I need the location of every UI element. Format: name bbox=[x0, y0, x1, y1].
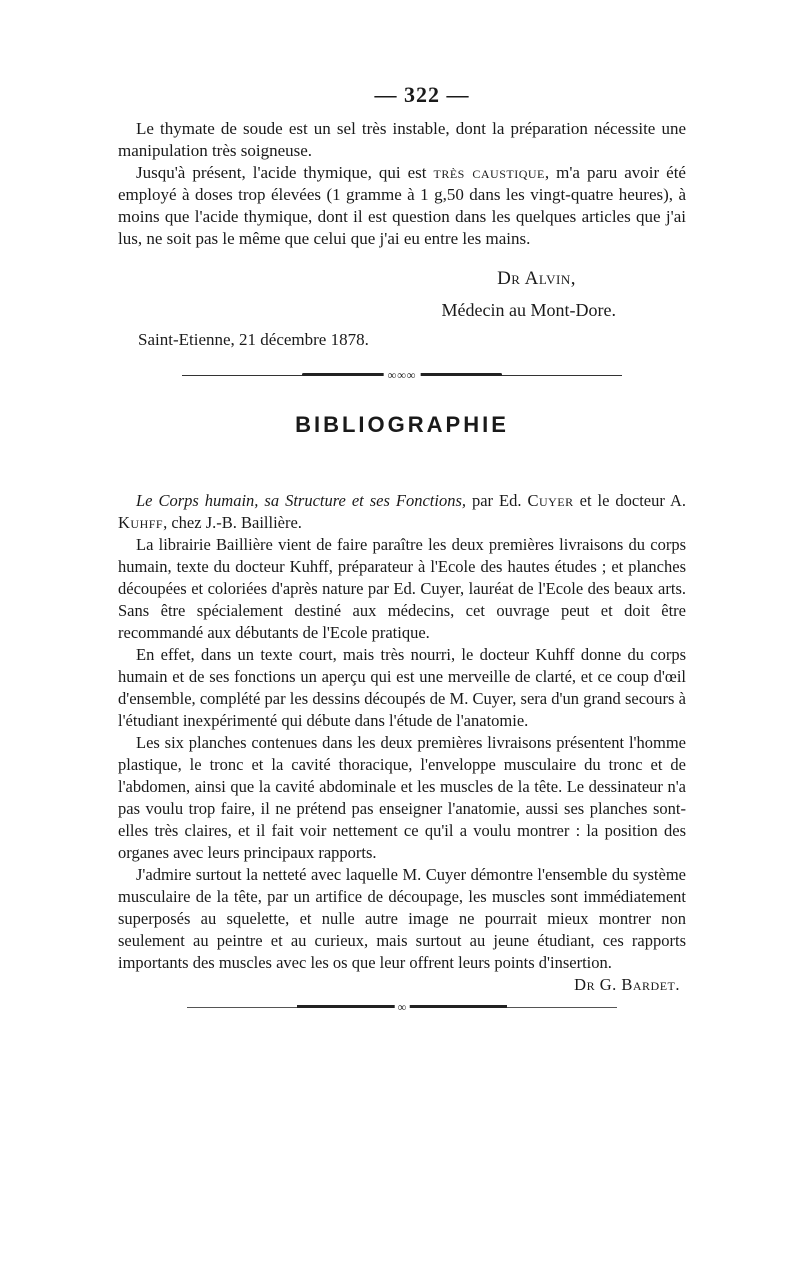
signature-block bbox=[118, 250, 686, 350]
author-cuyer: Cuyer bbox=[527, 491, 574, 510]
signature-name: Dr Alvin, bbox=[497, 268, 576, 289]
book-title: Le Corps humain, sa Structure et ses Fonctions, bbox=[136, 491, 466, 510]
intro-text-b: , m'a paru avoir été employé à doses trop élevées (1 gramme à 1 g,50 dans les vingt-quatre heures), à moins que l'acide thymique, dont il est question dans les quelques articles que j'ai lus, ne soit pas le même que celui que j'ai eu entre les mains. bbox=[118, 163, 686, 248]
page-number: — 322 — bbox=[374, 82, 470, 107]
heading-text-c: , chez J.-B. Baillière. bbox=[163, 513, 302, 532]
review-paragraph-4-text: J'admire surtout la netteté avec laquelle M. Cuyer démontre l'ensemble du système musculaire de la tête, par un artifice de découpage, les muscles sont immédiatement superposés au squelette, et nulle autre image ne pourrait mieux montrer non seulement au peintre et au curieux, mais surtout au jeune étudiant, ces rapports importants des muscles avec les os que leur offrent leurs points d'insertion. bbox=[118, 865, 686, 972]
ornamental-rule bbox=[182, 368, 622, 382]
section-title: BIBLIOGRAPHIE bbox=[295, 412, 509, 437]
review-signature: Dr G. Bardet. bbox=[574, 975, 680, 994]
bottom-ornamental-rule bbox=[187, 1000, 617, 1014]
review-paragraph-2: En effet, dans un texte court, mais très nourri, le docteur Kuhff donne du corps humain et de ses fonctions un aperçu qui est une merveille de clarté, et ce coup d'œil d'ensemble, complété par les dessins découpés de M. Cuyer, sera d'un grand secours à l'étudiant inexpérimenté qui débute dans l'étude de l'anatomie. bbox=[118, 645, 686, 730]
intro-paragraph-2 bbox=[118, 162, 686, 250]
review-section bbox=[118, 490, 686, 994]
intro-text-a: Jusqu'à présent, l'acide thymique, qui est bbox=[136, 163, 434, 182]
signature-title: Médecin au Mont-Dore. bbox=[441, 300, 616, 320]
heading-text-b: et le docteur A. bbox=[573, 491, 686, 510]
heading-text-a: par Ed. bbox=[466, 491, 528, 510]
author-kuhff: Kuhff bbox=[118, 513, 164, 532]
ornament-glyph: ∞∞∞ bbox=[384, 368, 421, 382]
review-paragraph-4 bbox=[118, 864, 686, 994]
review-heading bbox=[118, 490, 686, 534]
bottom-ornament-glyph: ∞ bbox=[395, 1000, 410, 1014]
signature-place-date: Saint-Etienne, 21 décembre 1878. bbox=[138, 330, 369, 349]
document-page bbox=[118, 82, 686, 1014]
intro-caps-text: très caustique bbox=[433, 163, 545, 182]
review-paragraph-1: La librairie Baillière vient de faire paraître les deux premières livraisons du corps humain, texte du docteur Kuhff, préparateur à l'Ecole des hautes études ; et planches découpées et coloriées d'après nature par Ed. Cuyer, lauréat de l'Ecole des beaux arts. Sans être spécialement destiné aux médecins, cet ouvrage peut et doit être recommandé aux débutants de l'Ecole pratique. bbox=[118, 535, 686, 642]
intro-paragraph-1: Le thymate de soude est un sel très instable, dont la préparation nécessite une manipulation très soigneuse. bbox=[118, 119, 686, 160]
review-paragraph-3: Les six planches contenues dans les deux premières livraisons présentent l'homme plastique, le tronc et la cavité thoracique, l'enveloppe musculaire du tronc et de l'abdomen, ainsi que la cavité abdominale et les muscles de la tête. Le dessinateur n'a pas voulu trop faire, il ne prétend pas enseigner l'anatomie, aussi ses planches sont-elles très claires, et il fait voir nettement ce qu'il a voulu montrer : la position des organes avec leurs principaux rapports. bbox=[118, 733, 686, 862]
